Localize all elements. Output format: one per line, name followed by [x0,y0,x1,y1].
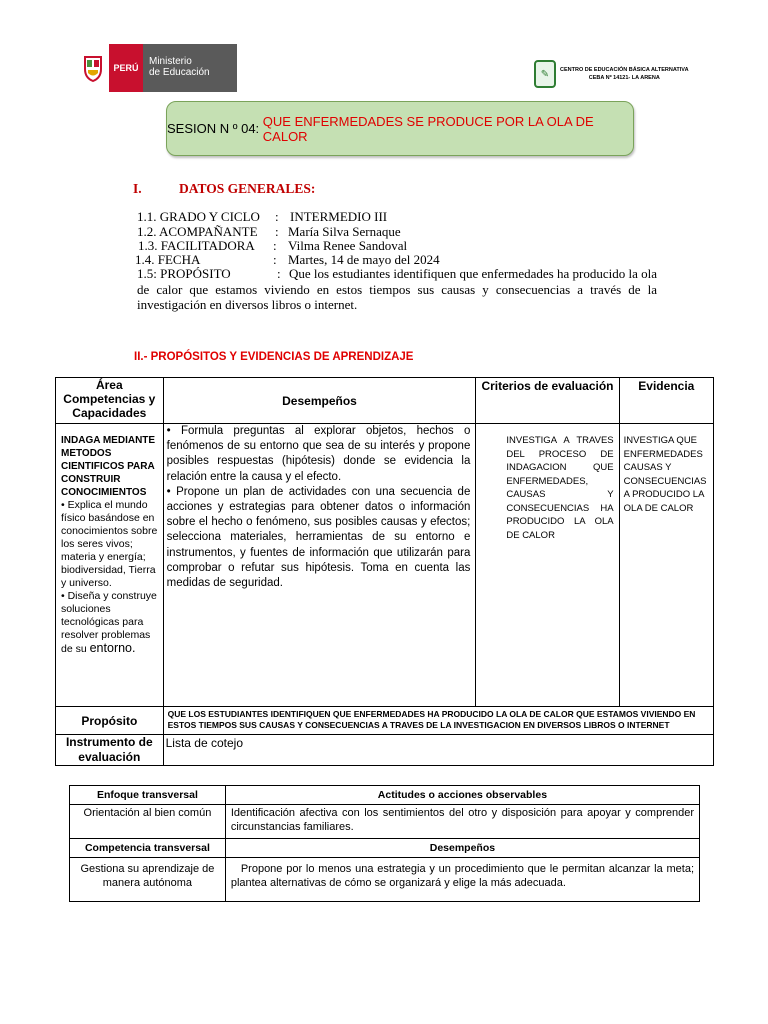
header-area-competencias: Área Competencias y Capacidades [56,378,164,424]
purpose-paragraph: 1.5: PROPÓSITO : Que los estudiantes identifiquen que enfermedades ha producido la ola de calor que estamos viviendo en estos tiempos sus causas y consecuencias a través de la investigación en diversos libros o internet. [137,266,657,312]
header-actitudes: Actitudes o acciones observables [225,786,699,805]
actitud-value: Identificación afectiva con los sentimientos del otro y disposición para apoyar y comprender circunstancias familiares. [225,805,699,839]
learning-table [55,377,714,766]
colon: : [275,209,279,224]
peru-label: PERÚ [109,44,143,92]
capacidad-2: • Diseña y construye soluciones tecnológicas para resolver problemas de su entorno. [61,590,157,655]
desempeno-2: • Propone un plan de actividades con una secuencia de acciones y estrategias para obtener datos o información sobre el hecho o fenómeno, sus posibles causas y efectos; selecciona materiales, herramientas de su entorno e instrumentos, y fuentes de información que utilizarán para comprobar o refutar sus hipótesis. Toma en cuenta las medidas de seguridad. [166,485,471,590]
colon: : [273,252,277,267]
ministry-label: Ministerio de Educación [143,44,237,92]
instrumento-value: Lista de cotejo [163,735,713,766]
header-criterios: Criterios de evaluación [476,378,619,424]
header-enfoque: Enfoque transversal [70,786,226,805]
label-facilitadora: 1.3. FACILITADORA [138,238,255,253]
value-acompanante: María Silva Sernaque [288,224,401,239]
value-facilitadora: Vilma Renee Sandoval [288,238,408,253]
competencias-cell [56,424,164,707]
competencia-text: INDAGA MEDIANTE METODOS CIENTIFICOS PARA CONSTRUIR CONOCIMIENTOS [61,435,156,498]
ceba-logo [534,60,718,88]
section-general-heading: I. DATOS GENERALES: [133,181,316,196]
session-banner [166,101,634,156]
header-desempenos: Desempeños [163,378,476,424]
desempeno-transversal-value: Propone por lo menos una estrategia y un procedimiento que le permitan alcanzar la meta; plantea alternativas de cómo se organizará y elige la más adecuada. [225,858,699,902]
value-grado: INTERMEDIO III [290,209,388,224]
header-evidencia: Evidencia [619,378,713,424]
desempenos-cell [163,424,476,707]
label-proposito: 1.5: PROPÓSITO [137,266,231,281]
label-acompanante: 1.2. ACOMPAÑANTE [137,224,258,239]
header-competencia-transversal: Competencia transversal [70,839,226,858]
session-title: QUE ENFERMEDADES SE PRODUCE POR LA OLA DE CALOR [262,113,594,144]
label-fecha: 1.4. FECHA [135,252,201,267]
transversal-table [69,785,700,902]
section-purposes-heading: II.- PROPÓSITOS Y EVIDENCIAS DE APRENDIZAJE [134,351,414,363]
ceba-badge-icon: ✎ [534,60,556,88]
colon: : [273,238,277,253]
proposito-text: QUE LOS ESTUDIANTES IDENTIFIQUEN QUE ENFERMEDADES HA PRODUCIDO LA OLA DE CALOR QUE ESTAMOS VIVIENDO EN ESTOS TIEMPOS SUS CAUSAS Y CONSECUENCIAS A TRAVES DE LA INVESTIGACION EN DIVERSOS LIBROS O INTERNET [163,707,713,735]
value-proposito: Que los estudiantes identifiquen que enfermedades ha producido la ola de calor que estamos viviendo en estos tiempos sus causas y consecuencias a través de la investigación en diversos libros o internet. [137,266,657,312]
peru-coat-of-arms-icon [77,44,109,92]
ceba-label: CENTRO DE EDUCACIÓN BÁSICA ALTERNATIVA CEBA Nº 14121- LA ARENA [560,67,689,81]
minedu-logo [77,44,237,92]
competencia-transversal-value: Gestiona su aprendizaje de manera autónoma [70,858,226,902]
desempeno-1: • Formula preguntas al explorar objetos, hechos o fenómenos de su entorno que sea de su interés y propone posibles respuestas (hipótesis) donde se evidencia la relación entre la causa y el efecto. [166,425,471,483]
colon: : [275,224,279,239]
header-desempenos-transversal: Desempeños [225,839,699,858]
capacidad-1: • Explica el mundo físico basándose en conocimientos sobre los seres vivos; materia y energía; biodiversidad, Tierra y universo. [61,499,158,589]
proposito-label: Propósito [56,707,164,735]
enfoque-value: Orientación al bien común [70,805,226,839]
evidencia-cell: INVESTIGA QUE ENFERMEDADES CAUSAS Y CONSECUENCIAS A PRODUCIDO LA OLA DE CALOR [619,424,713,707]
general-data [0,210,768,270]
criterio-cell: INVESTIGA A TRAVES DEL PROCESO DE INDAGACION QUE ENFERMEDADES, CAUSAS Y CONSECUENCIAS HA PRODUCIDO LA OLA DE CALOR [476,424,619,707]
instrumento-label: Instrumento de evaluación [56,735,164,766]
session-prefix: SESION N º 04: [167,121,263,136]
label-grado: 1.1. GRADO Y CICLO [137,209,260,224]
value-fecha: Martes, 14 de mayo del 2024 [288,252,440,267]
